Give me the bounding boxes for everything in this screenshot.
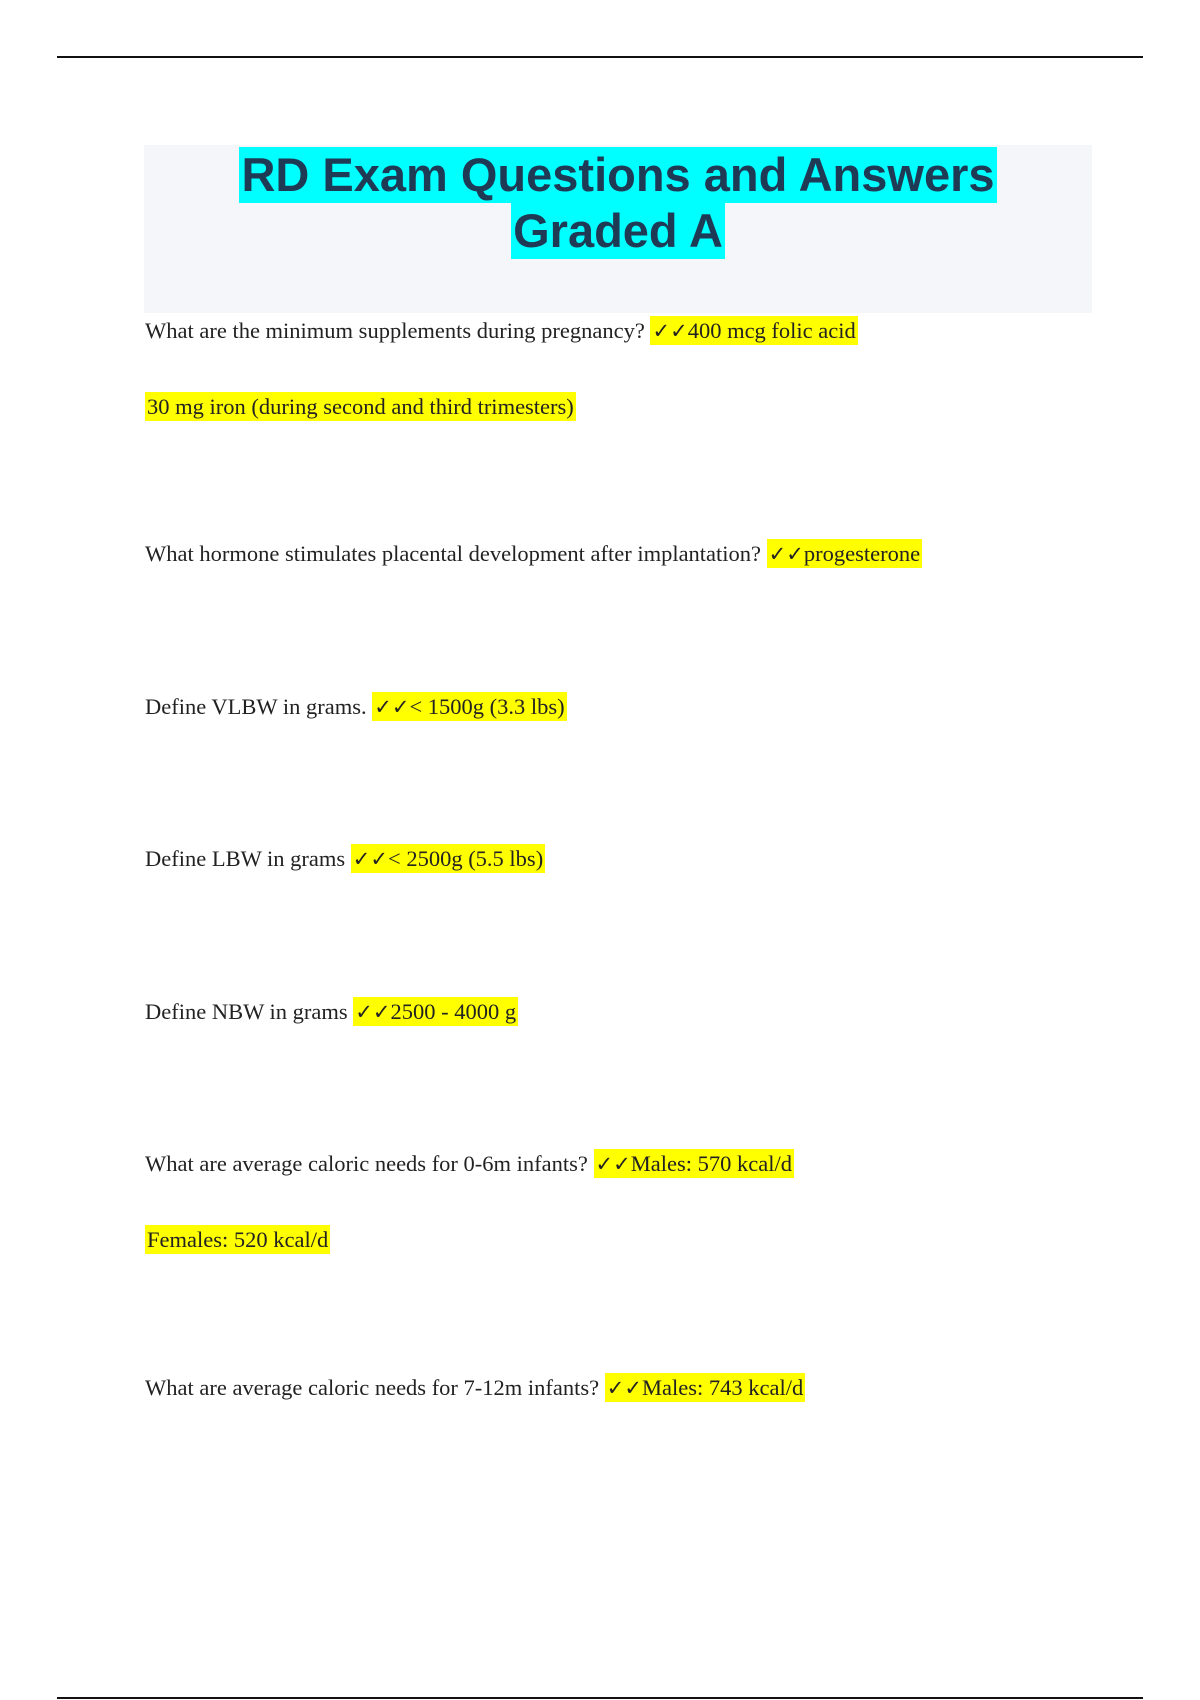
- answer-highlight: [767, 539, 922, 568]
- answer-text: 400 mcg folic acid: [687, 318, 856, 343]
- qa-item-vlbw: [145, 692, 567, 722]
- answer-text: < 1500g (3.3 lbs): [409, 694, 565, 719]
- question-text: Define LBW in grams: [145, 846, 351, 871]
- answer-highlight: [605, 1373, 805, 1402]
- answer-highlight: [351, 844, 545, 873]
- document-title-line-2: Graded A: [513, 204, 723, 257]
- double-check-icon: ✓✓: [652, 319, 688, 343]
- double-check-icon: ✓✓: [352, 847, 388, 871]
- qa-item-nbw: [145, 997, 518, 1027]
- qa-item-pregnancy-supplements: [145, 316, 858, 346]
- answer-continuation-text: 30 mg iron (during second and third trimesters): [147, 394, 574, 419]
- title-block: [144, 145, 1092, 313]
- question-text: What are average caloric needs for 7-12m infants?: [145, 1375, 605, 1400]
- question-text: Define NBW in grams: [145, 999, 354, 1024]
- answer-text: progesterone: [803, 541, 921, 566]
- double-check-icon: ✓✓: [595, 1152, 631, 1176]
- qa-item-caloric-0-6m-continuation: [145, 1225, 330, 1255]
- double-check-icon: ✓✓: [355, 1000, 391, 1024]
- question-text: What are the minimum supplements during pregnancy?: [145, 318, 651, 343]
- answer-text: Males: 743 kcal/d: [641, 1375, 804, 1400]
- qa-item-caloric-7-12m: [145, 1373, 805, 1403]
- answer-highlight: [594, 1149, 794, 1178]
- double-check-icon: ✓✓: [768, 542, 804, 566]
- answer-text: Males: 570 kcal/d: [630, 1151, 792, 1176]
- answer-highlight: [353, 997, 518, 1026]
- question-text: What hormone stimulates placental development after implantation?: [145, 541, 767, 566]
- qa-item-caloric-0-6m: [145, 1149, 794, 1179]
- double-check-icon: ✓✓: [606, 1376, 642, 1400]
- footer-divider: [57, 1697, 1143, 1699]
- question-text: What are average caloric needs for 0-6m infants?: [145, 1151, 594, 1176]
- question-text: Define VLBW in grams.: [145, 694, 373, 719]
- double-check-icon: ✓✓: [374, 695, 410, 719]
- answer-text: 2500 - 4000 g: [390, 999, 517, 1024]
- answer-highlight: [372, 692, 566, 721]
- answer-text: < 2500g (5.5 lbs): [388, 846, 544, 871]
- answer-continuation-text: Females: 520 kcal/d: [147, 1227, 329, 1252]
- qa-item-lbw: [145, 844, 545, 874]
- qa-item-placental-hormone: [145, 539, 922, 569]
- answer-highlight: [650, 316, 857, 345]
- qa-item-pregnancy-supplements-continuation: [145, 392, 576, 422]
- document-title-line-1: RD Exam Questions and Answers: [241, 148, 995, 201]
- header-divider: [57, 56, 1143, 58]
